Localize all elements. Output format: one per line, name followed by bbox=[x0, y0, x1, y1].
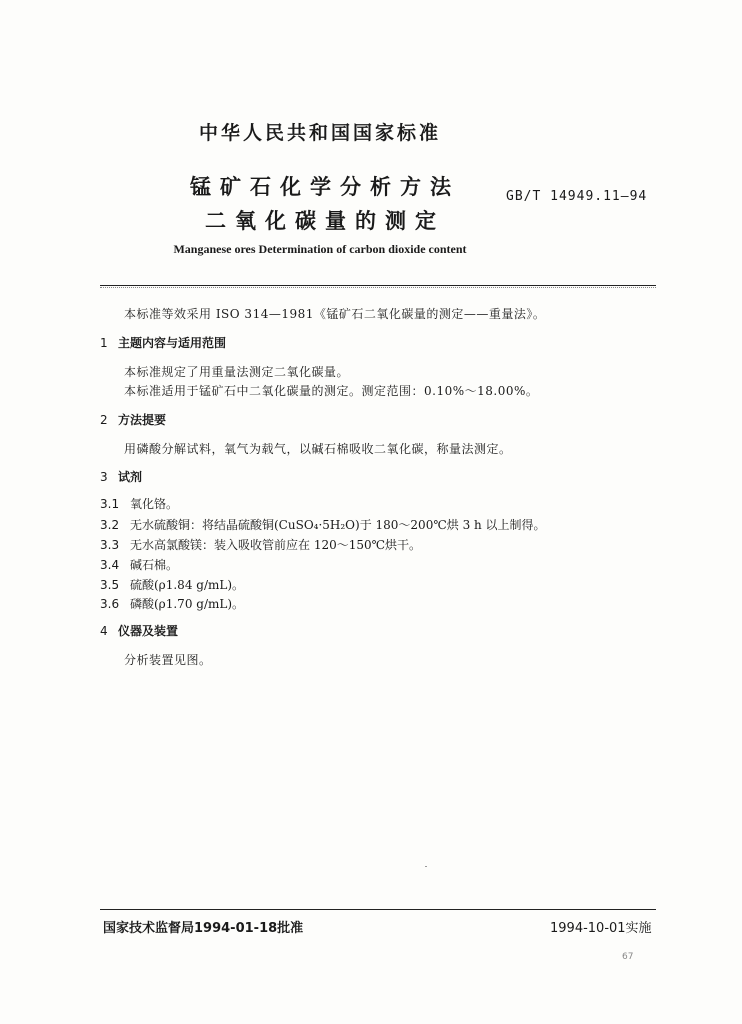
item-number: 3.3 bbox=[100, 538, 120, 552]
section-heading-1 bbox=[100, 334, 226, 351]
section-2-paragraph-1: 用磷酸分解试料，氧气为载气，以碱石棉吸收二氧化碳，称量法测定。 bbox=[124, 442, 512, 456]
document-title-line1: 锰矿石化学分析方法 bbox=[190, 175, 460, 199]
page-number: 67 bbox=[622, 952, 634, 962]
section-heading-3 bbox=[100, 468, 142, 485]
section-number: 2 bbox=[100, 413, 108, 427]
item-text: 磷酸(ρ1.70 g/mL)。 bbox=[130, 597, 245, 611]
standard-code: GB/T 14949.11—94 bbox=[506, 189, 648, 204]
reagent-item bbox=[100, 556, 178, 573]
reagent-item bbox=[100, 495, 178, 512]
section-title: 主题内容与适用范围 bbox=[118, 336, 227, 350]
section-number: 1 bbox=[100, 336, 108, 350]
item-text: 硫酸(ρ1.84 g/mL)。 bbox=[130, 578, 245, 592]
section-title: 试剂 bbox=[118, 470, 143, 484]
section-heading-4 bbox=[100, 622, 178, 639]
footer-divider bbox=[100, 909, 656, 910]
section-number: 4 bbox=[100, 624, 108, 638]
header-divider bbox=[100, 285, 656, 286]
english-subtitle: Manganese ores Determination of carbon dioxide content bbox=[173, 242, 467, 256]
header-divider-secondary bbox=[100, 287, 656, 288]
item-number: 3.4 bbox=[100, 558, 120, 572]
item-text: 碱石棉。 bbox=[130, 558, 179, 572]
section-1-paragraph-1: 本标准规定了用重量法测定二氧化碳量。 bbox=[124, 365, 350, 379]
reagent-item bbox=[100, 595, 244, 612]
section-title: 方法提要 bbox=[118, 413, 167, 427]
section-number: 3 bbox=[100, 470, 108, 484]
reagent-item bbox=[100, 536, 421, 553]
document-title-line2: 二氧化碳量的测定 bbox=[205, 209, 445, 233]
section-title: 仪器及装置 bbox=[118, 624, 179, 638]
item-text: 无水硫酸铜：将结晶硫酸铜(CuSO₄·5H₂O)于 180～200℃烘 3 h 以上制得。 bbox=[130, 518, 546, 532]
scan-speck bbox=[425, 866, 427, 867]
item-number: 3.1 bbox=[100, 497, 120, 511]
implementation-date: 1994-10-01实施 bbox=[550, 921, 652, 936]
item-number: 3.6 bbox=[100, 597, 120, 611]
national-standard-label: 中华人民共和国国家标准 bbox=[198, 122, 441, 144]
item-number: 3.2 bbox=[100, 518, 120, 532]
reagent-item bbox=[100, 576, 244, 593]
approval-date: 国家技术监督局1994-01-18批准 bbox=[103, 921, 304, 936]
section-heading-2 bbox=[100, 411, 166, 428]
reagent-item bbox=[100, 516, 546, 533]
section-4-paragraph-1: 分析装置见图。 bbox=[124, 653, 212, 667]
item-number: 3.5 bbox=[100, 578, 120, 592]
item-text: 氧化铬。 bbox=[130, 497, 179, 511]
item-text: 无水高氯酸镁：装入吸收管前应在 120～150℃烘干。 bbox=[130, 538, 422, 552]
section-1-paragraph-2: 本标准适用于锰矿石中二氧化碳量的测定。测定范围：0.10%～18.00%。 bbox=[124, 384, 539, 398]
intro-paragraph: 本标准等效采用 ISO 314—1981《锰矿石二氧化碳量的测定——重量法》。 bbox=[124, 307, 546, 321]
